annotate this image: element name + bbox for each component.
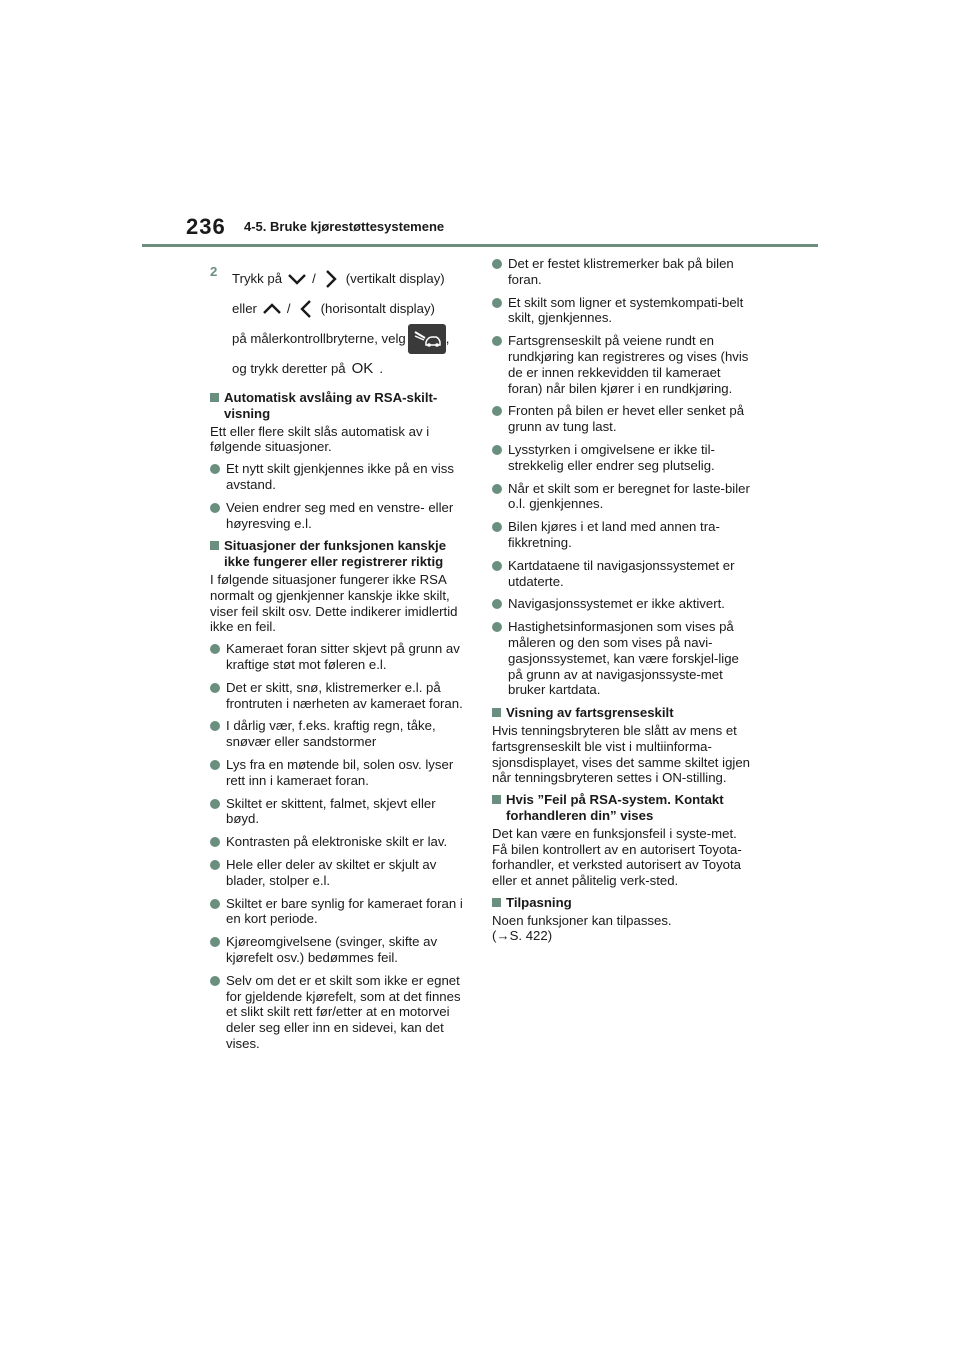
list-item-text: Fartsgrenseskilt på veiene rundt en rundkjøring kan registreres og vises (hvis de er innen rekkevidden til kameraet foran) når bilen kjører i en rundkjøring. bbox=[508, 333, 749, 396]
bullet-icon bbox=[210, 721, 220, 731]
list-item bbox=[210, 896, 472, 928]
bullet-icon bbox=[492, 336, 502, 346]
list-item bbox=[210, 757, 472, 789]
list-item bbox=[492, 619, 754, 698]
step-text: . bbox=[379, 361, 383, 377]
paragraph: Ett eller flere skilt slås automatisk av i følgende situasjoner. bbox=[210, 423, 430, 455]
step-line-3 bbox=[232, 324, 472, 354]
step-text: , bbox=[445, 331, 450, 347]
list-item-text: Lys fra en møtende bil, solen osv. lyser rett inn i kameraet foran. bbox=[226, 756, 454, 788]
list-item bbox=[210, 641, 472, 673]
list-item bbox=[492, 256, 754, 288]
list-item-text: Det er festet klistremerker bak på bilen foran. bbox=[508, 256, 734, 287]
bullet-icon bbox=[492, 599, 502, 609]
list-item bbox=[492, 403, 754, 435]
list-item-text: I dårlig vær, f.eks. kraftig regn, tåke, snøvær eller sandstormer bbox=[226, 718, 436, 750]
list-item bbox=[492, 596, 754, 612]
list-item-text: Lysstyrken i omgivelsene er ikke til-strekkelig eller endrer seg plutselig. bbox=[508, 441, 715, 473]
list-item-text: Bilen kjøres i et land med annen tra-fikkretning. bbox=[508, 519, 720, 550]
heading-text: Visning av fartsgrenseskilt bbox=[506, 705, 674, 721]
list-item bbox=[210, 857, 472, 889]
square-bullet-icon bbox=[492, 795, 501, 804]
step-2 bbox=[210, 264, 472, 384]
list-item-text: Skiltet er bare synlig for kameraet foran i en kort periode. bbox=[226, 895, 463, 927]
bullet-icon bbox=[492, 484, 502, 494]
list-item-text: Et skilt som ligner et systemkompati-belt skilt, gjenkjennes. bbox=[508, 294, 744, 326]
list-item-text: Hele eller deler av skiltet er skjult av blader, stolper e.l. bbox=[226, 856, 437, 888]
bullet-icon bbox=[210, 644, 220, 654]
list-item-text: Kartdataene til navigasjonssystemet er utdaterte. bbox=[508, 557, 735, 589]
section-heading bbox=[210, 538, 472, 570]
chevron-right-icon bbox=[320, 268, 342, 290]
heading-text: Hvis ”Feil på RSA-system. Kontakt forhandleren din” vises bbox=[506, 792, 724, 823]
step-text: (horisontalt display) bbox=[320, 301, 435, 317]
list-item bbox=[210, 973, 472, 1052]
step-text: eller bbox=[232, 301, 257, 317]
heading-text: Tilpasning bbox=[506, 894, 572, 910]
bullet-icon bbox=[210, 760, 220, 770]
page-reference-link[interactable]: (→S. 422) bbox=[492, 928, 553, 944]
list-item bbox=[210, 680, 472, 712]
list-item-text: Kameraet foran sitter skjevt på grunn av kraftige støt mot føleren e.l. bbox=[226, 641, 460, 672]
bullet-icon bbox=[492, 445, 502, 455]
list-item bbox=[210, 461, 472, 493]
square-bullet-icon bbox=[492, 898, 501, 907]
bullet-icon bbox=[210, 976, 220, 986]
bullet-icon bbox=[210, 937, 220, 947]
ok-button-icon: OK bbox=[351, 360, 374, 378]
list-item-text: Det er skitt, snø, klistremerker e.l. på frontruten i nærheten av kameraet foran. bbox=[226, 679, 463, 711]
bullet-icon bbox=[492, 522, 502, 532]
bullet-icon bbox=[492, 406, 502, 416]
step-line-2 bbox=[232, 294, 472, 324]
list-item bbox=[492, 295, 754, 327]
list-item bbox=[210, 834, 472, 850]
step-text: og trykk deretter på bbox=[232, 361, 346, 377]
square-bullet-icon bbox=[492, 708, 501, 717]
section-title: 4-5. Bruke kjørestøttesystemene bbox=[244, 219, 445, 234]
list-item bbox=[492, 442, 754, 474]
bullet-icon bbox=[492, 259, 502, 269]
step-text: (vertikalt display) bbox=[345, 271, 445, 287]
step-separator: / bbox=[312, 271, 316, 287]
bullet-icon bbox=[492, 561, 502, 571]
list-item-text: Navigasjonssystemet er ikke aktivert. bbox=[508, 596, 725, 612]
paragraph-text: Noen funksjoner kan tilpasses. bbox=[492, 912, 672, 928]
step-separator: / bbox=[286, 301, 291, 317]
list-item-text: Skiltet er skittent, falmet, skjevt eller bøyd. bbox=[226, 795, 436, 827]
list-item bbox=[492, 519, 754, 551]
paragraph: Det kan være en funksjonsfeil i syste-met. Få bilen kontrollert av en autorisert Toyota-forhandler, et verksted autorisert av Toyota eller et annet pålitelig verk-sted. bbox=[492, 825, 742, 889]
bullet-icon bbox=[210, 837, 220, 847]
bullet-icon bbox=[492, 298, 502, 308]
bullet-icon bbox=[210, 503, 220, 513]
list-item bbox=[492, 558, 754, 590]
list-item-text: Kjøreomgivelsene (svinger, skifte av kjørefelt osv.) bedømmes feil. bbox=[226, 934, 438, 965]
list-item-text: Fronten på bilen er hevet eller senket på grunn av tung last. bbox=[508, 403, 745, 435]
square-bullet-icon bbox=[210, 393, 219, 402]
section-heading bbox=[492, 705, 754, 721]
bullet-icon bbox=[492, 622, 502, 632]
list-item-text: Veien endrer seg med en venstre- eller høyresving e.l. bbox=[226, 499, 454, 531]
list-item-text: Når et skilt som er beregnet for laste-biler o.l. gjenkjennes. bbox=[508, 480, 750, 512]
driving-assist-settings-icon bbox=[408, 324, 446, 354]
heading-text: Situasjoner der funksjonen kanskje ikke fungerer eller registrerer riktig bbox=[224, 538, 447, 570]
list-item-text: Hastighetsinformasjonen som vises på måleren og den som vises på navi-gasjonssystemet, kan være forskjel-lige på grunn av at navigasjonssyste-met bruker kartdata. bbox=[508, 619, 739, 698]
square-bullet-icon bbox=[210, 541, 219, 550]
list-item bbox=[492, 333, 754, 396]
paragraph bbox=[492, 913, 754, 945]
step-line-4 bbox=[232, 354, 472, 384]
chevron-down-icon bbox=[286, 268, 308, 290]
bullet-icon bbox=[210, 899, 220, 909]
page-number: 236 bbox=[186, 214, 226, 239]
list-item-text: Selv om det er et skilt som ikke er egnet for gjeldende kjørefelt, som at det finnes et slikt skilt rett før/etter at en motorvei deler seg eller inn en sidevei, kan det vises. bbox=[226, 972, 461, 1051]
bullet-icon bbox=[210, 799, 220, 809]
chevron-left-icon bbox=[295, 298, 317, 320]
section-heading bbox=[210, 390, 472, 422]
section-heading bbox=[492, 792, 754, 824]
bullet-icon bbox=[210, 860, 220, 870]
heading-text: Automatisk avslåing av RSA-skilt-visning bbox=[224, 390, 438, 421]
section-heading bbox=[492, 895, 754, 911]
list-item bbox=[492, 481, 754, 513]
right-column bbox=[492, 256, 754, 950]
paragraph: I følgende situasjoner fungerer ikke RSA normalt og gjenkjenner kanskje ikke skilt, viser feil skilt osv. Dette indikerer imidlertid ikke en feil. bbox=[210, 571, 458, 635]
list-item bbox=[210, 500, 472, 532]
list-item bbox=[210, 718, 472, 750]
step-text: Trykk på bbox=[232, 271, 283, 287]
chevron-up-icon bbox=[261, 298, 283, 320]
paragraph: Hvis tenningsbryteren ble slått av mens et fartsgrenseskilt ble vist i multiinforma-sjonsdisplayet, vises det samme skiltet igjen når tenningsbryteren settes i ON-stilling. bbox=[492, 722, 750, 786]
list-item-text: Kontrasten på elektroniske skilt er lav. bbox=[226, 834, 448, 850]
step-text: på målerkontrollbryterne, velg bbox=[232, 331, 406, 347]
list-item bbox=[210, 934, 472, 966]
step-line-1 bbox=[232, 264, 472, 294]
step-number: 2 bbox=[210, 264, 218, 279]
left-column bbox=[210, 264, 472, 1059]
bullet-icon bbox=[210, 683, 220, 693]
list-item-text: Et nytt skilt gjenkjennes ikke på en viss avstand. bbox=[226, 461, 454, 492]
bullet-icon bbox=[210, 464, 220, 474]
list-item bbox=[210, 796, 472, 828]
header-divider bbox=[142, 244, 818, 247]
